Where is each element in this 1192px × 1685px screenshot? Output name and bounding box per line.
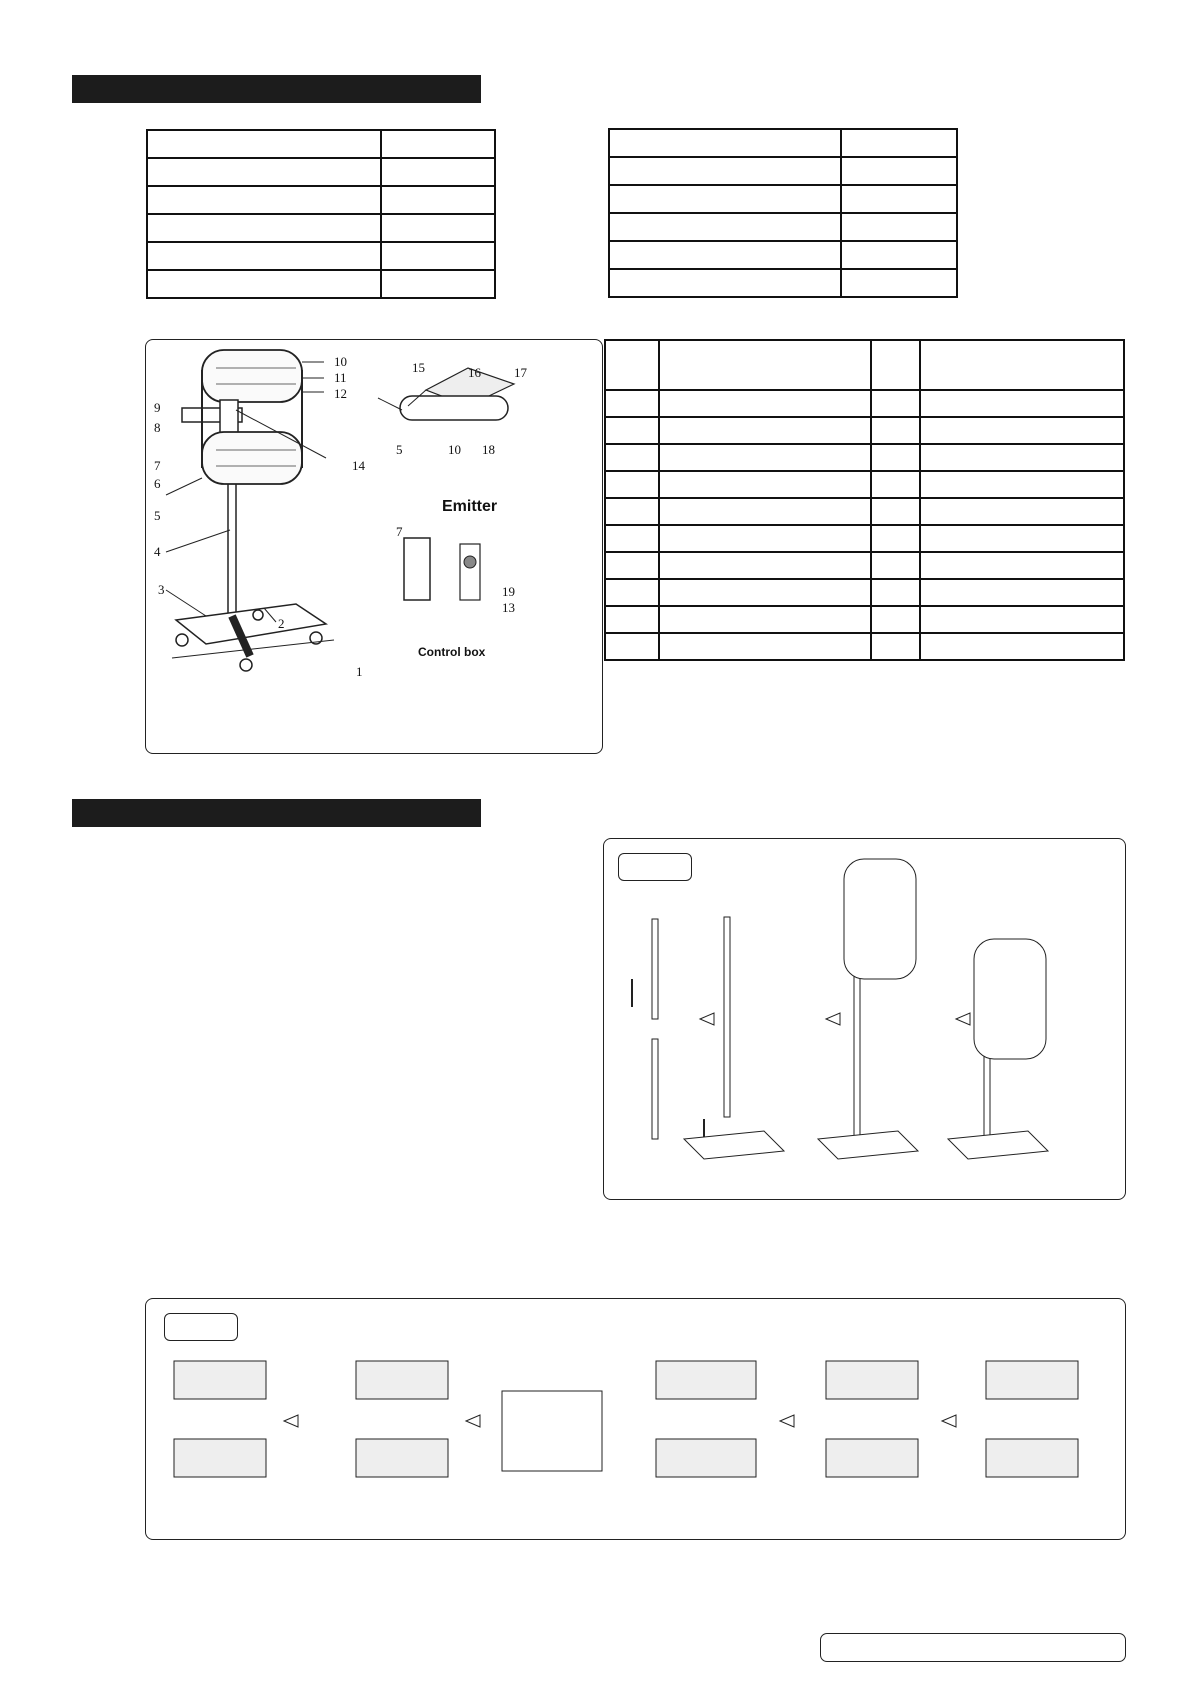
column-assembly-drawing [604, 839, 1125, 1199]
label-19: 19 [502, 584, 515, 599]
exploded-view-diagram [146, 340, 602, 753]
section-header-bar-1 [72, 75, 481, 103]
label-13: 13 [502, 600, 515, 615]
label-7-control: 7 [396, 524, 403, 539]
label-18: 18 [482, 442, 495, 457]
label-16: 16 [468, 365, 481, 380]
label-15: 15 [412, 360, 425, 375]
control-box-caption: Control box [418, 645, 486, 659]
label-4: 4 [154, 544, 161, 559]
assembly-figure-1 [603, 838, 1126, 1200]
label-9: 9 [154, 400, 161, 415]
label-3: 3 [158, 582, 165, 597]
label-12: 12 [334, 386, 347, 401]
label-17: 17 [514, 365, 527, 380]
label-8: 8 [154, 420, 161, 435]
label-2: 2 [278, 616, 285, 631]
section-header-bar-2 [72, 799, 481, 827]
label-10: 10 [334, 354, 347, 369]
label-6: 6 [154, 476, 161, 491]
label-11: 11 [334, 370, 347, 385]
label-1: 1 [356, 664, 363, 679]
parts-list-table [604, 339, 1125, 661]
label-5: 5 [154, 508, 161, 523]
label-5-emitter: 5 [396, 442, 403, 457]
footer-box [820, 1633, 1126, 1662]
exploded-view-panel [145, 339, 603, 754]
emitter-assembly-drawing [146, 1299, 1125, 1539]
emitter-caption: Emitter [442, 498, 498, 515]
label-14: 14 [352, 458, 365, 473]
label-7: 7 [154, 458, 161, 473]
assembly-figure-2 [145, 1298, 1126, 1540]
spec-table-left [146, 129, 496, 299]
label-10-emitter: 10 [448, 442, 461, 457]
spec-table-right [608, 128, 958, 298]
